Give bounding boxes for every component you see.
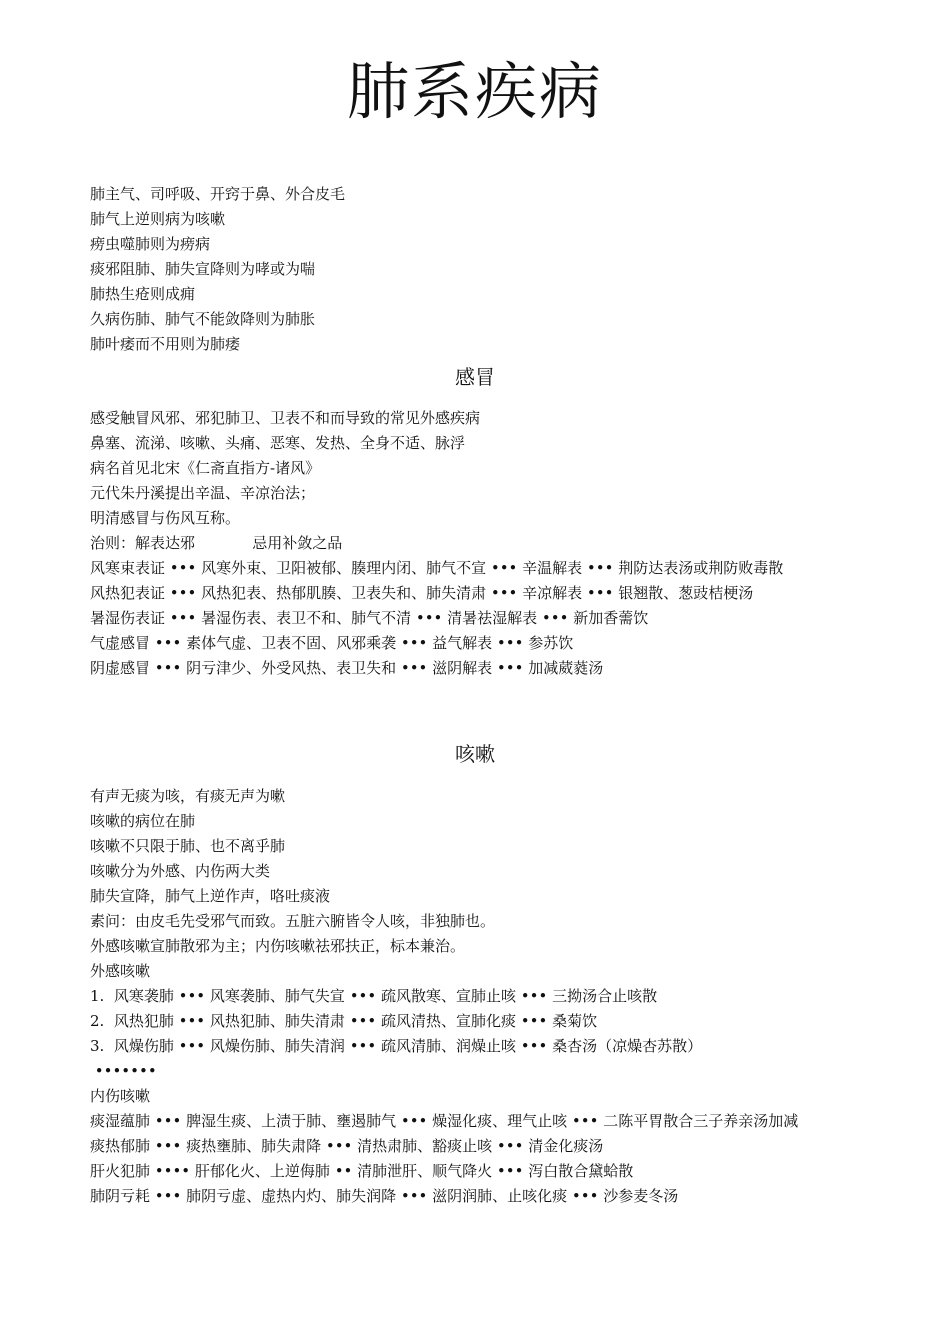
body-line: 1. 风寒袭肺 ••• 风寒袭肺、肺气失宣 ••• 疏风散寒、宣肺止咳 ••• 三拗汤合止咳散 xyxy=(90,987,658,1005)
section-body-cough xyxy=(90,784,910,1209)
body-line: 咳嗽的病位在肺 xyxy=(90,812,196,830)
body-line: 素问：由皮毛先受邪气而致。五脏六腑皆令人咳，非独肺也。 xyxy=(90,912,496,930)
body-line: 3. 风燥伤肺 ••• 风燥伤肺、肺失清润 ••• 疏风清肺、润燥止咳 ••• 桑杏汤（凉燥杏苏散） xyxy=(90,1037,703,1055)
body-line: 内伤咳嗽 xyxy=(90,1087,151,1105)
body-line: 明清感冒与伤风互称。 xyxy=(90,509,241,527)
body-line: ••••••• xyxy=(90,1062,157,1080)
section-heading-cold: 感冒 xyxy=(455,365,495,389)
body-line: 有声无痰为咳，有痰无声为嗽 xyxy=(90,787,286,805)
intro-line: 肺热生疮则成痈 xyxy=(90,285,196,303)
intro-line: 肺主气、司呼吸、开窍于鼻、外合皮毛 xyxy=(90,185,346,203)
body-line: 治则：解表达邪 忌用补敛之品 xyxy=(90,534,343,552)
body-line: 暑湿伤表证 ••• 暑湿伤表、表卫不和、肺气不清 ••• 清暑祛湿解表 ••• 新加香薷饮 xyxy=(90,609,649,627)
intro-line: 肺气上逆则病为咳嗽 xyxy=(90,210,226,228)
body-line: 肺阴亏耗 ••• 肺阴亏虚、虚热内灼、肺失润降 ••• 滋阴润肺、止咳化痰 ••• 沙参麦冬汤 xyxy=(90,1187,679,1205)
body-line: 外感咳嗽宣肺散邪为主；内伤咳嗽祛邪扶正，标本兼治。 xyxy=(90,937,466,955)
body-line: 痰湿蕴肺 ••• 脾湿生痰、上渍于肺、壅遏肺气 ••• 燥湿化痰、理气止咳 ••• 二陈平胃散合三子养亲汤加减 xyxy=(90,1112,799,1130)
body-line: 肺失宣降，肺气上逆作声，咯吐痰液 xyxy=(90,887,331,905)
body-line: 感受触冒风邪、邪犯肺卫、卫表不和而导致的常见外感疾病 xyxy=(90,409,481,427)
body-line: 风寒束表证 ••• 风寒外束、卫阳被郁、腠理内闭、肺气不宣 ••• 辛温解表 ••• 荆防达表汤或荆防败毒散 xyxy=(90,559,784,577)
body-line: 鼻塞、流涕、咳嗽、头痛、恶寒、发热、全身不适、脉浮 xyxy=(90,434,466,452)
body-line: 元代朱丹溪提出辛温、辛凉治法； xyxy=(90,484,316,502)
section-body-cold xyxy=(90,406,910,681)
intro-block xyxy=(90,182,910,357)
body-line: 咳嗽分为外感、内伤两大类 xyxy=(90,862,271,880)
page-title: 肺系疾病 xyxy=(346,55,603,128)
body-line: 气虚感冒 ••• 素体气虚、卫表不固、风邪乘袭 ••• 益气解表 ••• 参苏饮 xyxy=(90,634,574,652)
intro-line: 痨虫噬肺则为痨病 xyxy=(90,235,211,253)
body-line: 病名首见北宋《仁斋直指方-诸风》 xyxy=(90,459,321,477)
body-line: 肝火犯肺 •••• 肝郁化火、上逆侮肺 •• 清肺泄肝、顺气降火 ••• 泻白散合黛蛤散 xyxy=(90,1162,634,1180)
section-heading-cough: 咳嗽 xyxy=(455,742,495,766)
intro-line: 痰邪阻肺、肺失宣降则为哮或为喘 xyxy=(90,260,316,278)
body-line: 痰热郁肺 ••• 痰热壅肺、肺失肃降 ••• 清热肃肺、豁痰止咳 ••• 清金化痰汤 xyxy=(90,1137,604,1155)
intro-line: 久病伤肺、肺气不能敛降则为肺胀 xyxy=(90,310,316,328)
body-line: 外感咳嗽 xyxy=(90,962,151,980)
body-line: 阴虚感冒 ••• 阴亏津少、外受风热、表卫失和 ••• 滋阴解表 ••• 加减葳蕤汤 xyxy=(90,659,604,677)
body-line: 咳嗽不只限于肺、也不离乎肺 xyxy=(90,837,286,855)
intro-line: 肺叶痿而不用则为肺痿 xyxy=(90,335,241,353)
body-line: 风热犯表证 ••• 风热犯表、热郁肌腠、卫表失和、肺失清肃 ••• 辛凉解表 ••• 银翘散、葱豉桔梗汤 xyxy=(90,584,754,602)
body-line: 2. 风热犯肺 ••• 风热犯肺、肺失清肃 ••• 疏风清热、宣肺化痰 ••• 桑菊饮 xyxy=(90,1012,598,1030)
